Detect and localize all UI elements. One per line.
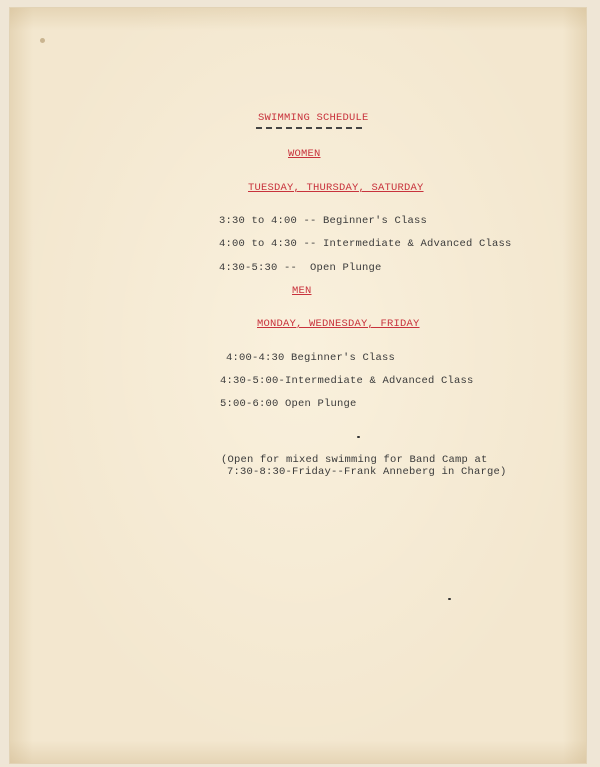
note-line-1: (Open for mixed swimming for Band Camp at — [221, 454, 488, 466]
title-underline — [256, 127, 362, 129]
women-row-3: 4:30-5:30 -- Open Plunge — [219, 262, 382, 274]
punch-mark — [40, 38, 45, 43]
men-row-3: 5:00-6:00 Open Plunge — [220, 398, 357, 410]
note-line-2: 7:30-8:30-Friday--Frank Anneberg in Charge) — [227, 466, 507, 478]
women-days: TUESDAY, THURSDAY, SATURDAY — [248, 182, 424, 194]
ink-speck — [448, 598, 451, 600]
men-days: MONDAY, WEDNESDAY, FRIDAY — [257, 318, 420, 330]
men-heading: MEN — [292, 285, 312, 297]
document-title: SWIMMING SCHEDULE — [258, 112, 369, 124]
ink-speck — [357, 436, 360, 438]
women-row-2: 4:00 to 4:30 -- Intermediate & Advanced Class — [219, 238, 512, 250]
women-row-1: 3:30 to 4:00 -- Beginner's Class — [219, 215, 428, 227]
men-row-2: 4:30-5:00-Intermediate & Advanced Class — [220, 375, 474, 387]
women-heading: WOMEN — [288, 148, 321, 160]
men-row-1: 4:00-4:30 Beginner's Class — [226, 352, 396, 364]
